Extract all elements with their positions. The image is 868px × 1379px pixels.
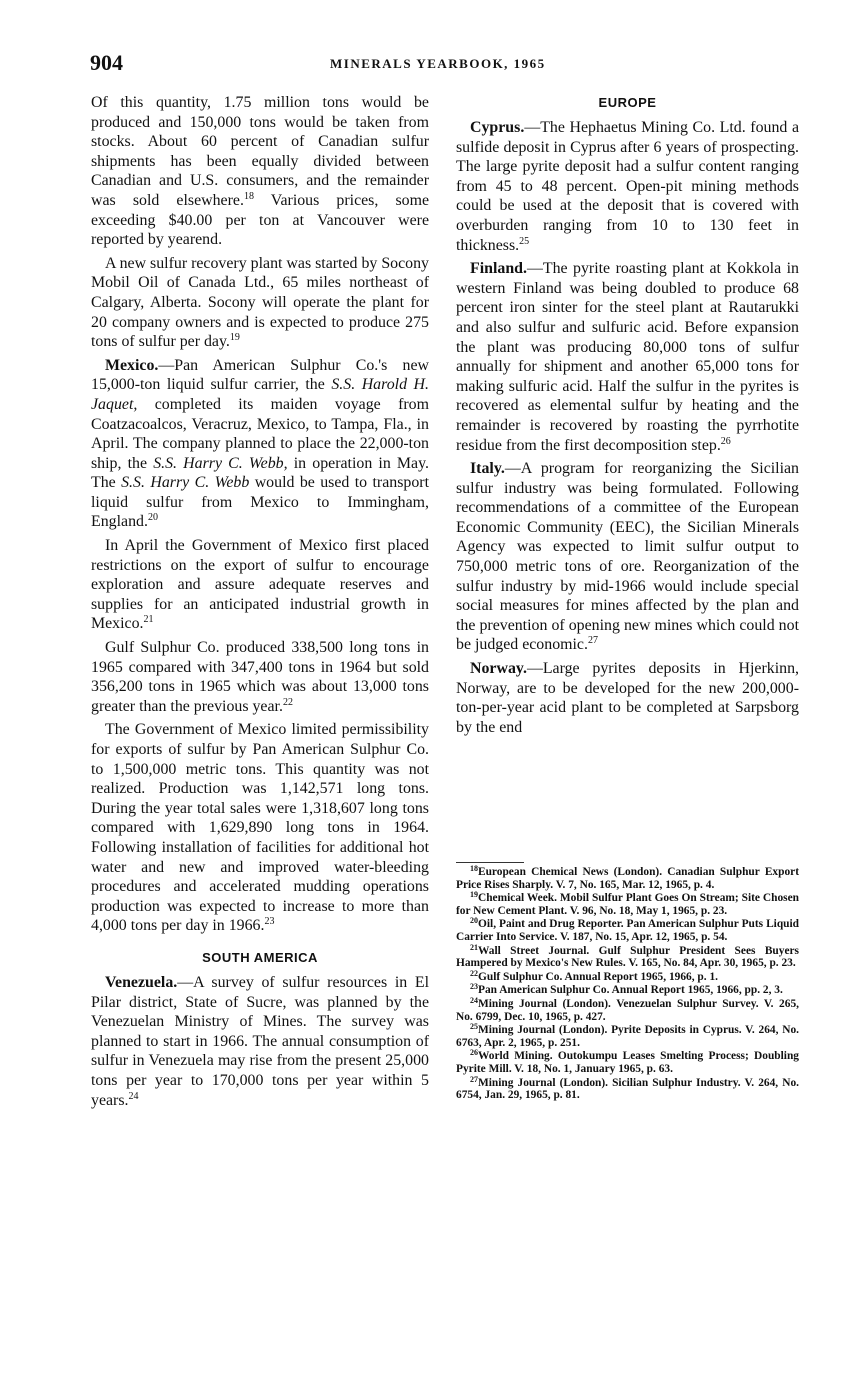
footnote-ref: 25 bbox=[519, 235, 530, 247]
footnote-number: 20 bbox=[470, 916, 478, 926]
footnote-ref: 21 bbox=[143, 614, 154, 626]
paragraph-venezuela bbox=[91, 973, 429, 1110]
footnote-text: Wall Street Journal. Gulf Sulphur President Sees Buyers Hampered by Mexico's New Rules. V. 165, No. 84, Apr. 30, 1965, p. 23. bbox=[456, 944, 799, 970]
footnote-number: 26 bbox=[470, 1048, 478, 1058]
footnote-ref: 20 bbox=[147, 512, 158, 524]
paragraph-italy bbox=[456, 459, 799, 655]
paragraph-text: —The Hephaetus Mining Co. Ltd. found a sulfide deposit in Cyprus after 6 years of prospecting. The large pyrite deposit had a sulfur content ranging from 45 to 48 percent. Open-pit mining methods could be used at the deposit that is covered with overburden ranging from 10 to 130 feet in thickness. bbox=[456, 119, 799, 254]
ship-name: S.S. Harry C. Webb, bbox=[153, 454, 288, 472]
paragraph-mexico bbox=[91, 356, 429, 532]
country-lead-italy: Italy. bbox=[470, 460, 505, 478]
paragraph-socony-plant bbox=[91, 254, 429, 352]
footnote-number: 21 bbox=[470, 942, 478, 952]
footnote bbox=[456, 892, 799, 917]
footnote-text: European Chemical News (London). Canadian Sulphur Export Price Rises Sharply. V. 7, No. 165, Mar. 12, 1965, p. 4. bbox=[456, 866, 799, 891]
paragraph-pan-american bbox=[91, 720, 429, 936]
paragraph-text: Gulf Sulphur Co. produced 338,500 long tons in 1965 compared with 347,400 tons in 1964 but sold 356,200 tons in 1965 which was about 13,000 tons greater than the previous year. bbox=[91, 639, 429, 715]
footnote-text: Pan American Sulphur Co. Annual Report 1965, 1966, pp. 2, 3. bbox=[478, 984, 783, 997]
paragraph-text: Of this quantity, 1.75 million tons would be produced and 150,000 tons would be taken from stocks. About 60 percent of Canadian sulfur shipments has been equally divided between Canadian and U.S. consumers, and the remainder was sold elsewhere. bbox=[91, 94, 429, 209]
footnote-text: Mining Journal (London). Venezuelan Sulphur Survey. V. 265, No. 6799, Dec. 10, 1965, p. 427. bbox=[456, 997, 799, 1023]
section-heading-europe: EUROPE bbox=[598, 95, 657, 110]
footnote-ref: 18 bbox=[243, 190, 254, 202]
footnote-number: 18 bbox=[470, 864, 478, 873]
paragraph-finland bbox=[456, 259, 799, 455]
footnote-ref: 22 bbox=[282, 696, 293, 708]
paragraph-norway bbox=[456, 659, 799, 737]
footnote bbox=[456, 984, 799, 997]
footnote bbox=[456, 995, 799, 1023]
footnote-number: 24 bbox=[470, 995, 478, 1005]
paragraph-text: A new sulfur recovery plant was started by Socony Mobil Oil of Canada Ltd., 65 miles northeast of Calgary, Alberta. Socony will operate the plant for 20 company owners and is expected to produce 275 tons of sulfur per day. bbox=[91, 254, 429, 351]
footnote-ref: 24 bbox=[128, 1090, 139, 1102]
country-lead-finland: Finland. bbox=[470, 260, 527, 278]
footnote-ref: 19 bbox=[229, 332, 240, 344]
ship-name: S.S. Harold H. Jaquet, bbox=[91, 376, 429, 413]
footnote bbox=[456, 968, 799, 984]
footnote-text: Gulf Sulphur Co. Annual Report 1965, 1966, p. 1. bbox=[478, 970, 718, 983]
footnote-number: 22 bbox=[470, 968, 478, 978]
paragraph-text: —The pyrite roasting plant at Kokkola in western Finland was being doubled to produce 68 percent iron sinter for the steel plant at Rautarukki and also sulfur and sulfuric acid. Before expansion the plant was producing 80,000 tons of sulfur annually for shipment and another 65,000 tons for making sulfuric acid. Half the sulfur in the pyrites is recovered as elemental sulfur by heating and the remainder is recovered by roasting the pyrrhotite residue from the first decomposition step. bbox=[456, 260, 799, 454]
paragraph-text: —A program for reorganizing the Sicilian sulfur industry was being formulated. Following recommendations of a committee of the European Economic Community (EEC), the Sicilian Minerals Agency was expected to limit sulfur output to 750,000 metric tons of ore. Reorganization of the sulfur industry by mid-1966 would include special social measures for mines affected by the plan and the prevention of opening new mines which could not be judged economic. bbox=[456, 460, 799, 654]
right-column bbox=[456, 95, 799, 741]
paragraph-gulf-sulphur bbox=[91, 638, 429, 716]
footnote-text: Chemical Week. Mobil Sulfur Plant Goes On Stream; Site Chosen for New Cement Plant. V. 96, No. 18, May 1, 1965, p. 23. bbox=[456, 892, 799, 917]
paragraph-text: in operation in May. The bbox=[91, 454, 429, 492]
footnote bbox=[456, 1024, 799, 1049]
footnote-ref: 26 bbox=[720, 435, 731, 447]
paragraph-text: completed its maiden voyage from Coatzacoalcos, Veracruz, Mexico, to Tampa, Fla., in April. The company planned to place the 22,000-ton ship, the bbox=[91, 395, 429, 472]
footnote-number: 23 bbox=[470, 982, 478, 992]
footnote-text: Mining Journal (London). Sicilian Sulphur Industry. V. 264, No. 6754, Jan. 29, 1965, p. 81. bbox=[456, 1076, 799, 1102]
country-lead-venezuela: Venezuela. bbox=[105, 973, 178, 991]
paragraph-text: The Government of Mexico limited permissibility for exports of sulfur by Pan American Sulphur Co. to 1,500,000 metric tons. This quantity was not realized. Production was 1,142,571 long tons. During the year total sales were 1,318,607 long tons compared with 1,629,890 long tons in 1964. Following installation of facilities for additional hot water and new and improved water-bleeding procedures and accelerated mudding operations production was expected to increase to more than 4,000 tons per day in 1966. bbox=[91, 721, 429, 935]
footnote bbox=[456, 918, 799, 943]
page-number: 904 bbox=[90, 50, 123, 75]
paragraph-text: In April the Government of Mexico first placed restrictions on the export of sulfur to encourage exploration and assure adequate reserves and supplies for an anticipated industrial growth in Mexico. bbox=[91, 537, 429, 633]
section-heading-south-america: SOUTH AMERICA bbox=[202, 949, 318, 965]
footnote-number: 27 bbox=[470, 1074, 478, 1084]
country-lead-mexico: Mexico. bbox=[105, 356, 159, 374]
paragraph-text: —Large pyrites deposits in Hjerkinn, Norway, are to be developed for the new 200,000-ton-per-year acid plant to be completed at Sarpsborg by the end bbox=[456, 660, 799, 736]
country-lead-cyprus: Cyprus. bbox=[470, 119, 525, 136]
footnote-divider bbox=[456, 862, 524, 863]
ship-name: S.S. Harry C. Webb bbox=[121, 474, 250, 492]
footnote-text: World Mining. Outokumpu Leases Smelting Process; Doubling Pyrite Mill. V. 18, No. 1, January 1965, p. 63. bbox=[456, 1050, 799, 1075]
footnote-number: 25 bbox=[470, 1022, 478, 1032]
paragraph-text: —Pan American Sulphur Co.'s new 15,000-ton liquid sulfur carrier, the bbox=[91, 356, 429, 394]
footnote-text: Mining Journal (London). Pyrite Deposits in Cyprus. V. 264, No. 6763, Apr. 2, 1965, p. 251. bbox=[456, 1024, 799, 1049]
paragraph-text: Various prices, some exceeding $40.00 per ton at Vancouver were reported by yearend. bbox=[91, 191, 429, 249]
footnotes bbox=[456, 866, 799, 1103]
footnote bbox=[456, 866, 799, 891]
paragraph-text: —A survey of sulfur resources in El Pilar district, State of Sucre, was planned by the Venezuelan Ministry of Mines. The survey was planned to start in 1966. The annual consumption of sulfur in Venezuela may rise from the present 25,000 tons per year to 170,000 tons per year within 5 years. bbox=[91, 973, 429, 1109]
footnote bbox=[456, 1050, 799, 1075]
footnote bbox=[456, 1074, 799, 1102]
paragraph-cyprus bbox=[456, 118, 799, 255]
footnote bbox=[456, 942, 799, 970]
footnote-ref: 27 bbox=[587, 635, 598, 647]
footnote-ref: 23 bbox=[264, 916, 275, 928]
paragraph-text: would be used to transport liquid sulfur from Mexico to Immingham, England. bbox=[91, 474, 430, 531]
left-column bbox=[91, 93, 429, 1114]
country-lead-norway: Norway. bbox=[470, 660, 527, 678]
running-title: MINERALS YEARBOOK, 1965 bbox=[330, 56, 546, 71]
paragraph-mexico-restrictions bbox=[91, 536, 429, 634]
footnote-text: Oil, Paint and Drug Reporter. Pan American Sulphur Puts Liquid Carrier Into Service. V. 187, No. 15, Apr. 12, 1965, p. 54. bbox=[456, 918, 799, 943]
paragraph-canada-quantity bbox=[91, 93, 429, 250]
footnote-number: 19 bbox=[470, 890, 478, 900]
